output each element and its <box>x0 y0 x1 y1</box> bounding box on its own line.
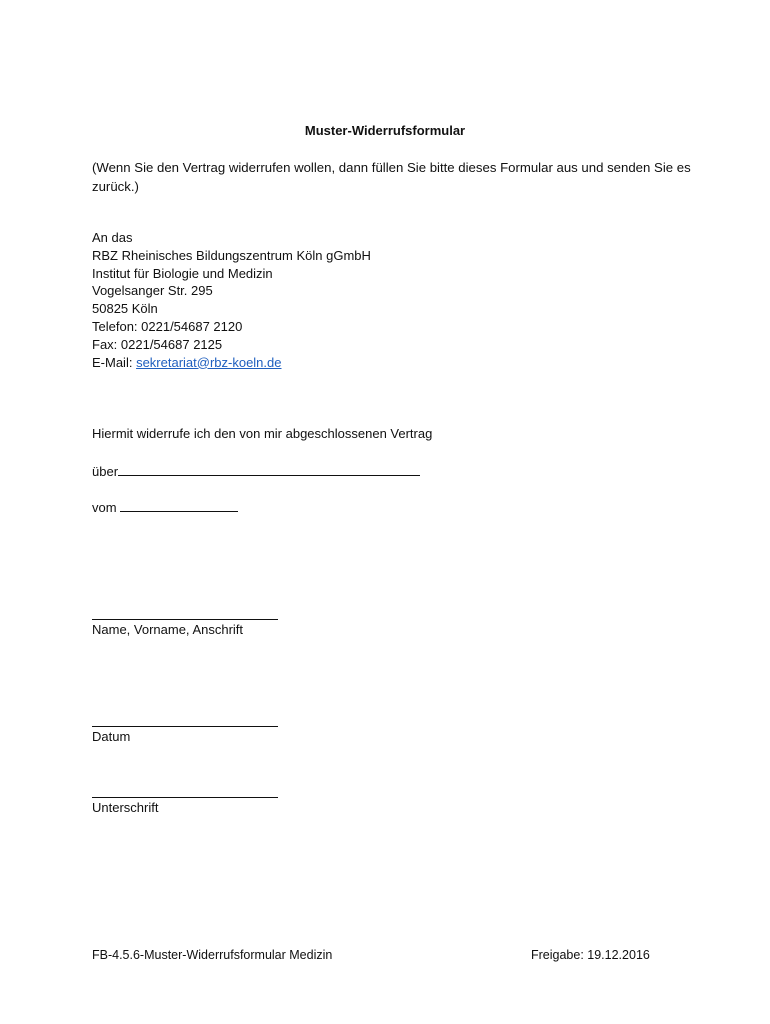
field-date-from-label: vom <box>92 500 117 515</box>
footer-document-id: FB-4.5.6-Muster-Widerrufsformular Medizin <box>92 948 333 962</box>
address-line-2: RBZ Rheinisches Bildungszentrum Köln gGmbH <box>92 247 371 263</box>
sig-name-label: Name, Vorname, Anschrift <box>92 622 244 637</box>
sig-signature-label: Unterschrift <box>92 800 159 815</box>
field-date-from-row <box>92 497 238 515</box>
intro-text: (Wenn Sie den Vertrag widerrufen wollen, dann füllen Sie bitte dieses Formular aus und senden Sie es zurück.) <box>92 160 691 194</box>
email-link[interactable]: sekretariat@rbz-koeln.de <box>136 354 282 370</box>
field-about-label: über <box>92 464 119 479</box>
recipient-address <box>92 229 371 371</box>
field-about-row <box>92 461 420 479</box>
footer-release-date: Freigabe: 19.12.2016 <box>531 948 650 962</box>
address-fax: Fax: 0221/54687 2125 <box>92 336 223 352</box>
address-line-3: Institut für Biologie und Medizin <box>92 265 273 281</box>
sig-name-line[interactable] <box>92 619 278 620</box>
field-date-from-line[interactable] <box>120 497 238 512</box>
address-line-5: 50825 Köln <box>92 301 158 317</box>
field-about-line[interactable] <box>118 461 420 476</box>
document-title: Muster-Widerrufsformular <box>304 123 466 138</box>
address-email-row <box>92 354 371 372</box>
sig-date-label: Datum <box>92 729 131 744</box>
address-phone: Telefon: 0221/54687 2120 <box>92 318 243 334</box>
email-label: E-Mail: <box>92 354 137 370</box>
address-line-1: An das <box>92 230 133 245</box>
withdrawal-statement: Hiermit widerrufe ich den von mir abgeschlossenen Vertrag <box>92 426 433 441</box>
address-line-4: Vogelsanger Str. 295 <box>92 283 213 299</box>
sig-date-line[interactable] <box>92 726 278 727</box>
sig-signature-line[interactable] <box>92 797 278 798</box>
